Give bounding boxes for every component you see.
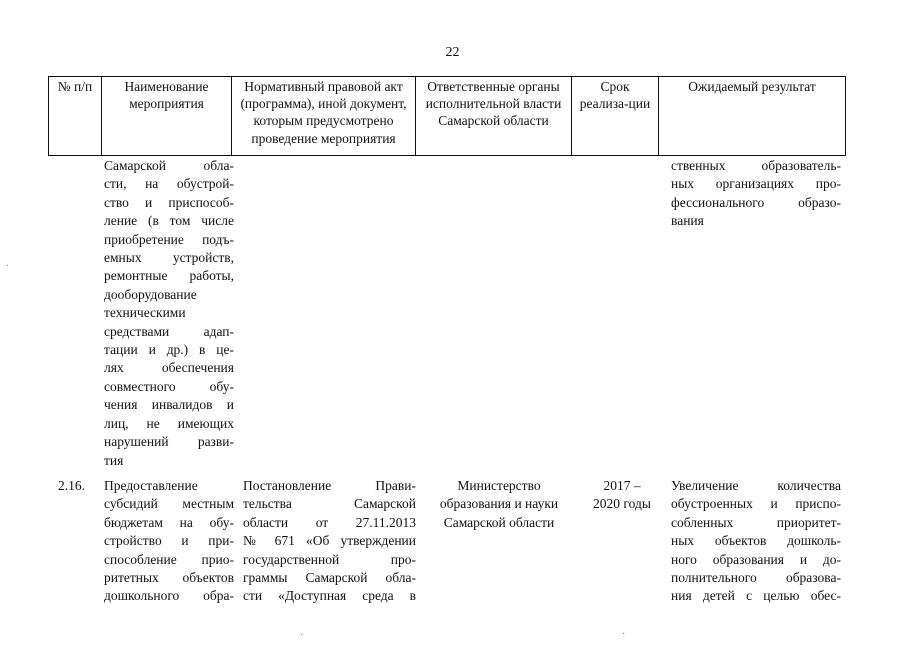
text-line: вания bbox=[671, 213, 704, 229]
text-line: чения инвалидов и bbox=[104, 397, 234, 413]
text-line: Самарской области bbox=[443, 514, 555, 530]
text-line: ритетных объектов bbox=[104, 570, 234, 586]
text-line: граммы Самарской обла- bbox=[243, 570, 416, 586]
header-col-num: № п/п bbox=[57, 79, 93, 94]
text-line: образования и науки bbox=[439, 496, 559, 512]
text-line: ство и приспособ- bbox=[104, 194, 234, 210]
text-line: Министерство bbox=[457, 478, 541, 493]
text-line: Самарской обла- bbox=[104, 158, 234, 173]
row-216-org-cell bbox=[424, 477, 574, 532]
text-line: дооборудование bbox=[104, 286, 197, 302]
text-line: № 671 «Об утверждении bbox=[243, 533, 416, 549]
text-line: тия bbox=[104, 452, 124, 468]
text-line: области от 27.11.2013 bbox=[243, 514, 416, 530]
text-line: ственных образователь- bbox=[671, 158, 841, 173]
text-line: тации и др.) в це- bbox=[104, 342, 234, 358]
cont-name-cell bbox=[104, 157, 234, 470]
text-line: стройство и при- bbox=[104, 533, 234, 549]
text-line: тельства Самарской bbox=[243, 496, 416, 512]
text-line: ление (в том числе bbox=[104, 213, 234, 229]
text-line: 2020 годы bbox=[593, 496, 651, 512]
header-col-term: Срок реализа-ции bbox=[571, 77, 658, 155]
text-line: сти, на обустрой- bbox=[104, 176, 234, 192]
text-line: фессионального образо- bbox=[671, 194, 841, 210]
text-line: нарушений разви- bbox=[104, 434, 234, 450]
text-line: способление прио- bbox=[104, 551, 234, 567]
text-line: Предоставление bbox=[104, 478, 198, 493]
row-216-name-cell bbox=[104, 477, 234, 606]
row-216-result-cell bbox=[671, 477, 841, 606]
header-col-org: Ответственные органы исполнительной власти Самарской области bbox=[415, 77, 571, 155]
text-line: приобретение подъ- bbox=[104, 231, 234, 247]
text-line: Увеличение количества bbox=[671, 478, 841, 493]
text-line: ния детей с целью обес- bbox=[671, 588, 841, 604]
scan-speck: · bbox=[300, 630, 304, 641]
row-216-act-cell bbox=[243, 477, 416, 606]
text-line: Постановление Прави- bbox=[243, 478, 416, 493]
text-line: ных объектов дошколь- bbox=[671, 533, 841, 549]
table-header bbox=[48, 76, 846, 156]
text-line: собленных приоритет- bbox=[671, 514, 841, 530]
text-line: ного образования и до- bbox=[671, 551, 841, 567]
text-line: ремонтные работы, bbox=[104, 268, 234, 284]
page-number: 22 bbox=[445, 45, 460, 60]
text-line: субсидий местным bbox=[104, 496, 234, 512]
row-216-term-cell bbox=[580, 477, 664, 514]
text-line: емных устройств, bbox=[104, 250, 234, 266]
text-line: полнительного образова- bbox=[671, 570, 841, 586]
scan-speck: . bbox=[6, 258, 9, 269]
text-line: 2017 – bbox=[603, 478, 641, 493]
text-line: техническими bbox=[104, 305, 186, 321]
text-line: средствами адап- bbox=[104, 323, 234, 339]
text-line: дошкольного обра- bbox=[104, 588, 234, 604]
text-line: совместного обу- bbox=[104, 378, 234, 394]
scan-speck: · bbox=[622, 629, 626, 640]
text-line: ных организациях про- bbox=[671, 176, 841, 192]
text-line: лиц, не имеющих bbox=[104, 415, 234, 431]
header-col-name: Наименование мероприятия bbox=[101, 77, 231, 155]
header-col-result: Ожидаемый результат bbox=[658, 77, 845, 155]
text-line: бюджетам на обу- bbox=[104, 514, 234, 530]
text-line: сти «Доступная среда в bbox=[243, 588, 416, 604]
text-line: государственной про- bbox=[243, 551, 416, 567]
text-line: лях обеспечения bbox=[104, 360, 234, 376]
row-216-num: 2.16. bbox=[58, 478, 85, 493]
cont-result-cell bbox=[671, 157, 841, 231]
text-line: обустроенных и приспо- bbox=[671, 496, 841, 512]
header-col-act: Нормативный правовой акт (программа), иной документ, которым предусмотрено проведение мероприятия bbox=[231, 77, 415, 155]
